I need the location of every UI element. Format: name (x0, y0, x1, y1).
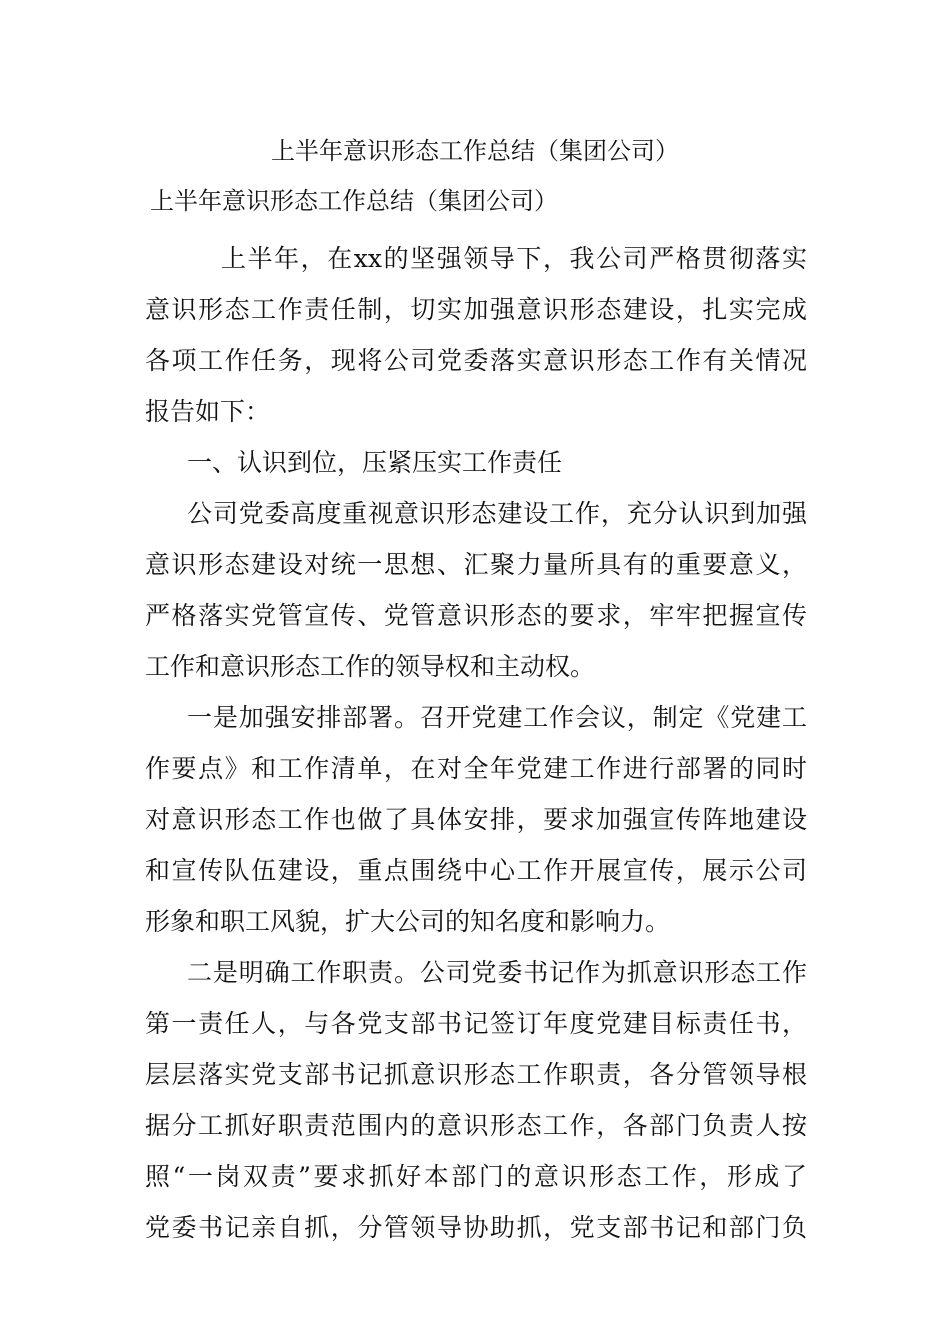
paragraph-line: 报告如下： (145, 397, 271, 426)
section-heading: 一、认识到位，压紧压实工作责任 (187, 448, 563, 477)
paragraph-line: 上半年，在xx的坚强领导下，我公司严格贯彻落实 (221, 244, 807, 273)
paragraph-line: 作要点》和工作清单，在对全年党建工作进行部署的同时 (145, 754, 807, 783)
paragraph-line: 意识形态工作责任制，切实加强意识形态建设，扎实完成 (145, 295, 807, 324)
document-body (145, 233, 807, 1253)
paragraph-line: 一是加强安排部署。召开党建工作会议，制定《党建工 (187, 703, 807, 732)
paragraph-line: 意识形态建设对统一思想、汇聚力量所具有的重要意义， (145, 550, 807, 579)
paragraph-line: 党委书记亲自抓，分管领导协助抓，党支部书记和部门负 (145, 1213, 807, 1242)
paragraph-line: 形象和职工风貌，扩大公司的知名度和影响力。 (145, 907, 671, 936)
paragraph-line: 工作和意识形态工作的领导权和主动权。 (145, 652, 596, 681)
paragraph-line: 层层落实党支部书记抓意识形态工作职责，各分管领导根 (145, 1060, 807, 1089)
paragraph-line: 据分工抓好职责范围内的意识形态工作，各部门负责人按 (145, 1111, 807, 1140)
document-title: 上半年意识形态工作总结（集团公司） (271, 137, 679, 165)
paragraph-line: 照“一岗双责”要求抓好本部门的意识形态工作，形成了 (145, 1162, 807, 1191)
document-subtitle: 上半年意识形态工作总结（集团公司） (150, 187, 558, 215)
paragraph-line: 第一责任人，与各党支部书记签订年度党建目标责任书， (145, 1009, 807, 1038)
paragraph-line: 对意识形态工作也做了具体安排，要求加强宣传阵地建设 (145, 805, 807, 834)
paragraph-line: 各项工作任务，现将公司党委落实意识形态工作有关情况 (145, 346, 807, 375)
paragraph-line: 和宣传队伍建设，重点围绕中心工作开展宣传，展示公司 (145, 856, 807, 885)
paragraph-line: 公司党委高度重视意识形态建设工作，充分认识到加强 (187, 499, 807, 528)
paragraph-line: 严格落实党管宣传、党管意识形态的要求，牢牢把握宣传 (145, 601, 807, 630)
paragraph-line: 二是明确工作职责。公司党委书记作为抓意识形态工作 (187, 958, 807, 987)
